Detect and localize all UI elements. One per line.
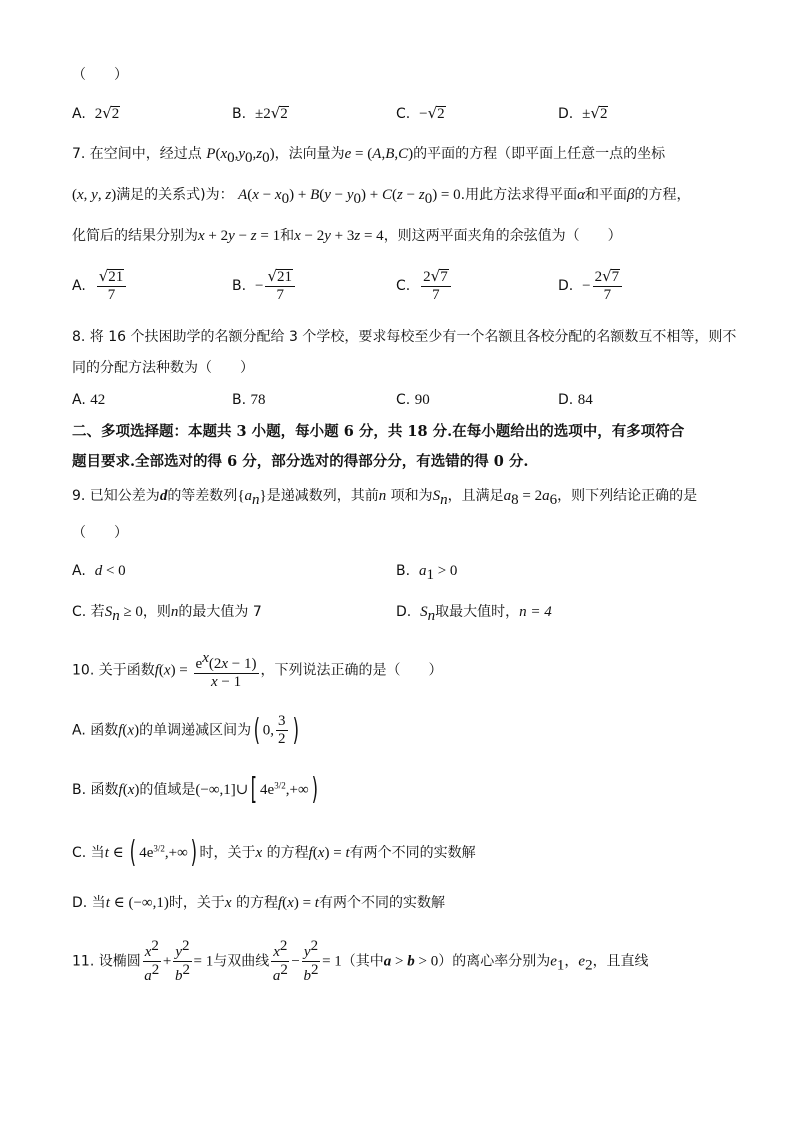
- q7-option-d: D. − $\frac{2√7}{7}$: [558, 268, 624, 304]
- question-6-answer-blank: （ ）: [72, 67, 128, 83]
- q7-line-1: 7. 在空间中，经过点 $P(x_0,y_0,z_0)$，法向量为e = (A,B,C)的平面的方程（即平面上任意一点的坐标: [72, 146, 666, 166]
- q8-option-a: A. 42: [72, 392, 106, 408]
- q8-option-b: B. 78: [232, 392, 266, 408]
- q6-option-a: A. 2√2: [72, 104, 120, 122]
- q7-option-a: A. $\frac{√21}{7}$: [72, 268, 128, 304]
- q10-option-d: D. 当t ∈ (−∞,1)时，关于x 的方程f(x) = t有两个不同的实数解: [72, 895, 445, 911]
- q6-option-d: D. ±√2: [558, 104, 608, 122]
- q8-option-c: C. 90: [396, 392, 430, 408]
- q9-option-d: D. $S_n$取最大值时，n = 4: [396, 604, 552, 624]
- q10-option-a: A. 函数f(x)的单调递减区间为( 0, $\frac{3}{2}$ ): [72, 712, 299, 748]
- q9-option-a: A. d < 0: [72, 563, 126, 579]
- q10-stem: 10. 关于函数f(x) = $\frac{e^x(2x - 1)}{x - 1}$ ，下列说法正确的是（ ）: [72, 650, 443, 690]
- q10-option-b: B. 函数f(x)的值域是(−∞,1]∪[ $4e^{3/2},+\infty$): [72, 772, 318, 807]
- q9-option-b: B. $a_1 > 0$: [396, 563, 458, 583]
- q7-option-b: B. − $\frac{√21}{7}$: [232, 268, 297, 304]
- q9-line-1: 9. 已知公差为d的等差数列$\{a_n\}$是递减数列，其前n 项和为$S_n$，且满足$a_8 = 2a_6$，则下列结论正确的是: [72, 488, 698, 508]
- q7-line-3: 化简后的结果分别为x + 2y − z = 1和x − 2y + 3z = 4，则这两平面夹角的余弦值为（ ）: [72, 228, 622, 244]
- section-2-heading-line-2: 题目要求.全部选对的得 6 分，部分选对的得部分分，有选错的得 0 分.: [72, 453, 529, 470]
- q9-option-c: C. 若$S_n \ge 0$，则n的最大值为 7: [72, 604, 262, 624]
- q8-line-2: 同的分配方法种数为（ ）: [72, 360, 254, 376]
- q8-line-1: 8. 将 16 个扶困助学的名额分配给 3 个学校，要求每校至少有一个名额且各校分配的名额数互不相等，则不: [72, 329, 737, 345]
- q11-stem: 11. 设椭圆 $\frac{x^2}{a^2}$ + $\frac{y^2}{b^2}$ = 1与双曲线 $\frac{x^2}{a^2}$ − $\frac{y^2}{b^2}$ = 1（其中a > b > 0）的离心率分别为$e_1$，$e_2$，且直线: [72, 938, 649, 984]
- q6-option-b: B. ±2√2: [232, 104, 288, 122]
- q6-option-c: C. −√2: [396, 104, 445, 122]
- section-2-heading-line-1: 二、多项选择题：本题共 3 小题，每小题 6 分，共 18 分.在每小题给出的选项中，有多项符合: [72, 423, 685, 440]
- q7-line-2: (x, y, z)满足的关系式)为： $A(x - x_0) + B(y - y_0) + C(z - z_0) = 0$.用此方法求得平面α和平面β的方程，: [72, 187, 691, 207]
- q7-option-c: C. $\frac{2√7}{7}$: [396, 268, 453, 304]
- q10-option-c: C. 当t ∈ ( $4e^{3/2},+\infty$) 时，关于x 的方程f(x) = t有两个不同的实数解: [72, 835, 476, 870]
- q9-line-2: （ ）: [72, 525, 128, 541]
- q8-option-d: D. 84: [558, 392, 593, 408]
